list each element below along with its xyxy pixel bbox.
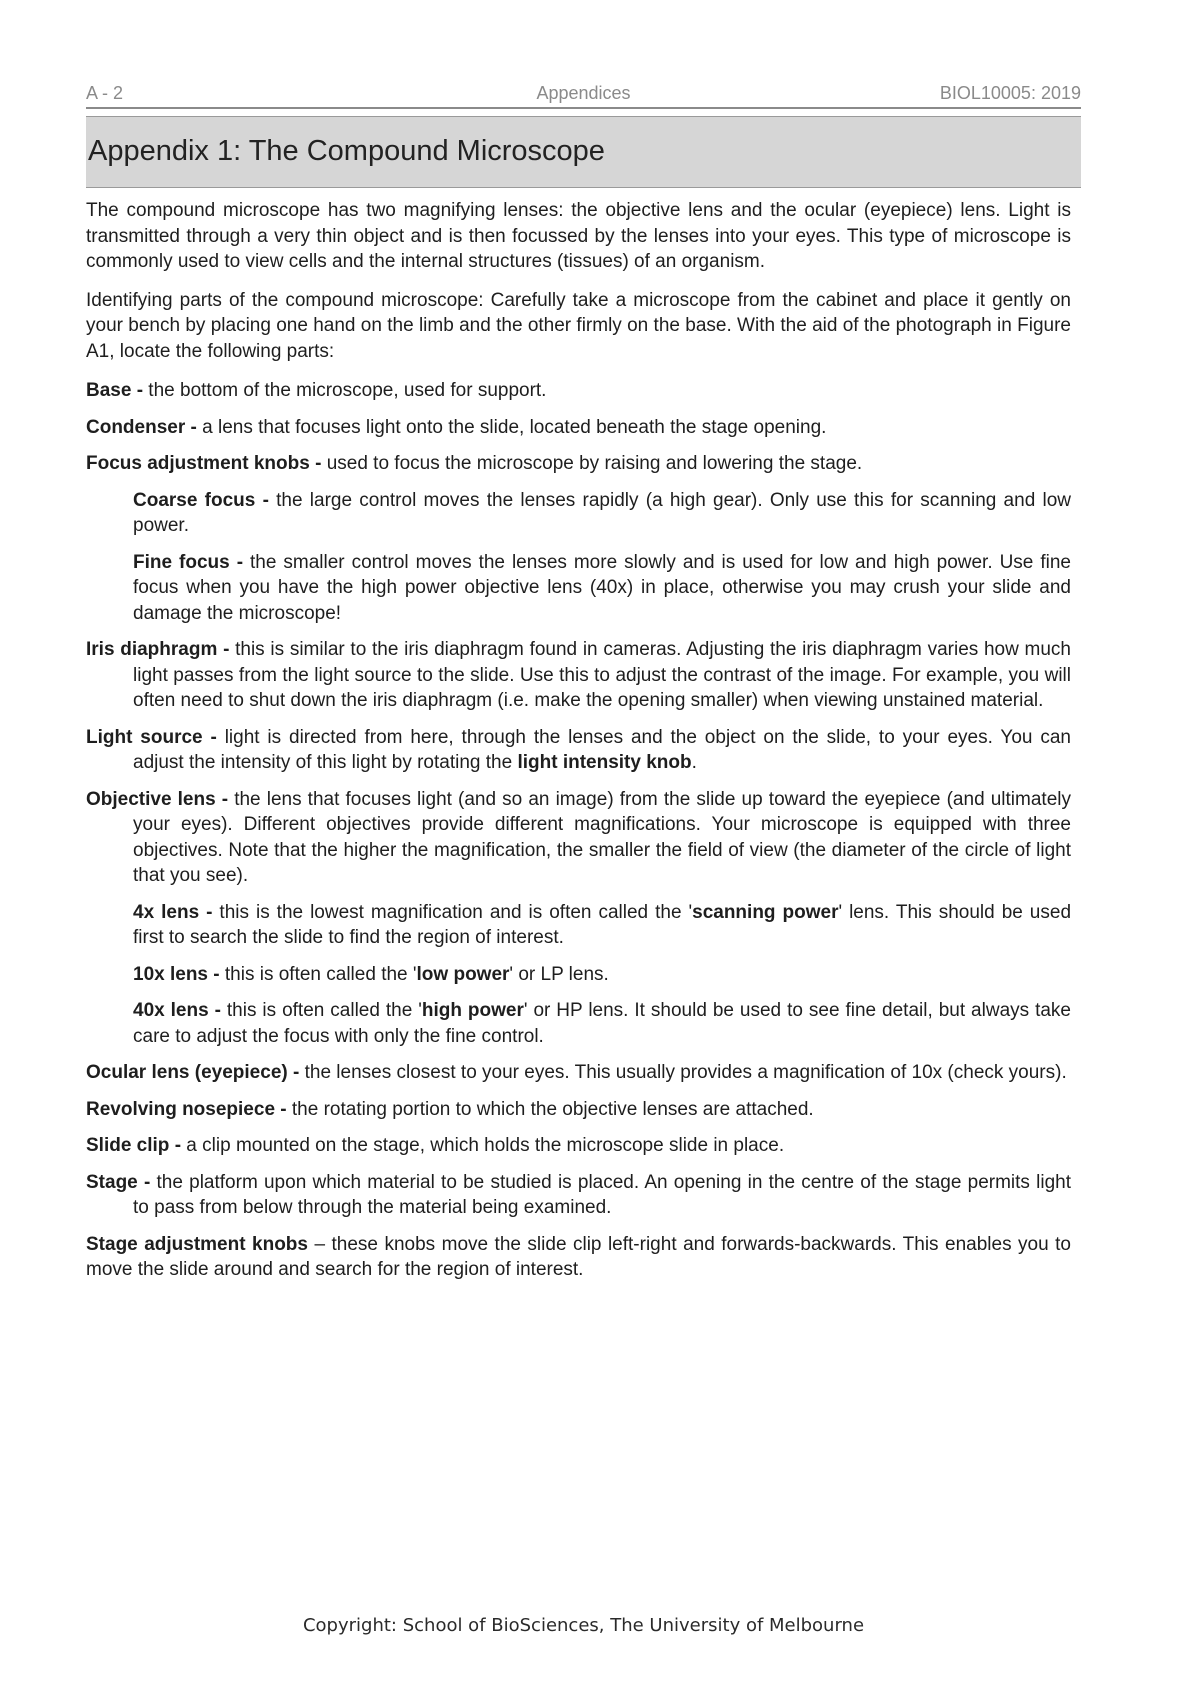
definition: a lens that focuses light onto the slide, located beneath the stage opening. (196, 416, 827, 438)
term: Condenser - (86, 416, 197, 438)
header-divider (86, 107, 1081, 109)
entry-condenser (86, 415, 1071, 441)
entry-base (86, 378, 1071, 404)
page-title: Appendix 1: The Compound Microscope (88, 135, 605, 167)
section-name: Appendices (536, 83, 631, 103)
definition: the lenses closest to your eyes. This usually provides a magnification of 10x (check yours). (299, 1062, 1067, 1083)
entry-coarse-focus (86, 488, 1071, 539)
entry-focus-knobs (86, 451, 1071, 477)
entry-10x-lens (86, 962, 1071, 988)
definition: the platform upon which material to be studied is placed. An opening in the centre of the stage permits light to pass from below through the material being examined. (133, 1171, 1071, 1218)
definition: the rotating portion to which the objective lenses are attached. (286, 1098, 814, 1120)
term: Objective lens - (86, 788, 229, 810)
term: Ocular lens (eyepiece) - (86, 1062, 300, 1083)
page-number: A - 2 (86, 83, 124, 103)
intro-paragraph: The compound microscope has two magnifying lenses: the objective lens and the ocular (eyepiece) lens. Light is transmitted through a very thin object and is then focussed by the lenses into your eyes. This type of microscope is commonly used to view cells and the internal structures (tissues) of an organism. (86, 200, 1071, 272)
term: Revolving nosepiece - (86, 1098, 287, 1120)
definition: the lens that focuses light (and so an image) from the slide up toward the eyepiece (and ultimately your eyes). Different objectives provide different magnifications. Your microscope is equipped with three objectives. Note that the higher the magnification, the smaller the field of view (the diameter of the circle of light that you see). (133, 788, 1071, 886)
instructions-paragraph: Identifying parts of the compound microscope: Carefully take a microscope from the cabinet and place it gently on your bench by placing one hand on the limb and the other firmly on the base. With the aid of the photograph in Figure A1, locate the following parts: (86, 289, 1071, 362)
term: Fine focus - (133, 551, 244, 573)
course-code: BIOL10005: 2019 (939, 83, 1081, 103)
entry-iris-diaphragm (86, 637, 1071, 714)
term: 4x lens - (133, 901, 213, 923)
definition: the bottom of the microscope, used for support. (143, 380, 547, 401)
term: Focus adjustment knobs - (86, 453, 322, 474)
emphasis: high power (421, 1000, 524, 1021)
term: 10x lens - (133, 963, 220, 985)
definition: this is the lowest magnification and is often called the ' (212, 901, 693, 923)
emphasis: light intensity knob (517, 752, 692, 773)
definition-end: ' or HP lens. It should be used to see fine detail, but always take care to adjust the focus with only the fine control. (133, 1000, 1071, 1047)
body-content (86, 198, 1071, 1294)
term: Iris diaphragm - (86, 639, 230, 660)
entry-slide-clip (86, 1133, 1071, 1159)
definition-end: . (691, 752, 697, 773)
definition: this is similar to the iris diaphragm found in cameras. Adjusting the iris diaphragm varies how much light passes from the light source to the slide. Use this to adjust the contrast of the image. For example, you will often need to shut down the iris diaphragm (i.e. make the opening smaller) when viewing unstained material. (133, 639, 1072, 711)
definition: a clip mounted on the stage, which holds the microscope slide in place. (181, 1135, 785, 1156)
title-banner (86, 116, 1081, 188)
emphasis: scanning power (692, 901, 839, 923)
term: Coarse focus - (133, 489, 269, 511)
definition: the large control moves the lenses rapidly (a high gear). Only use this for scanning and low power. (133, 489, 1072, 536)
term: Stage - (86, 1171, 151, 1193)
definition: – these knobs move the slide clip left-right and forwards-backwards. This enables you to move the slide around and search for the region of interest. (86, 1233, 1071, 1280)
definition: this is often called the ' (220, 1000, 422, 1021)
entry-objective-lens (86, 787, 1071, 889)
term: Slide clip - (86, 1135, 182, 1156)
entry-stage-adjustment-knobs (86, 1232, 1071, 1283)
entry-stage (86, 1170, 1071, 1221)
entry-fine-focus (86, 550, 1071, 627)
emphasis: low power (416, 963, 510, 985)
term: Light source - (86, 726, 217, 748)
definition: the smaller control moves the lenses more slowly and is used for low and high power. Use fine focus when you have the high power objective lens (40x) in place, otherwise you may crush your slide and damage the microscope! (133, 551, 1071, 624)
definition-end: ' lens. This should be used first to search the slide to find the region of interest. (133, 901, 1072, 948)
definition: light is directed from here, through the lenses and the object on the slide, to your eyes. You can adjust the intensity of this light by rotating the (133, 726, 1071, 773)
entry-40x-lens (86, 998, 1071, 1049)
term: Base - (86, 380, 144, 401)
term: 40x lens - (133, 1000, 221, 1021)
definition: used to focus the microscope by raising and lowering the stage. (321, 453, 863, 474)
entry-ocular-lens (86, 1060, 1071, 1086)
entry-4x-lens (86, 900, 1071, 951)
entry-revolving-nosepiece (86, 1097, 1071, 1123)
copyright-footer: Copyright: School of BioSciences, The University of Melbourne (302, 1615, 865, 1636)
term: Stage adjustment knobs (86, 1233, 308, 1255)
entry-light-source (86, 725, 1071, 776)
definition-end: ' or LP lens. (509, 963, 609, 985)
running-header (86, 83, 1081, 107)
document-page (86, 0, 1081, 1698)
definition: this is often called the ' (219, 963, 417, 985)
